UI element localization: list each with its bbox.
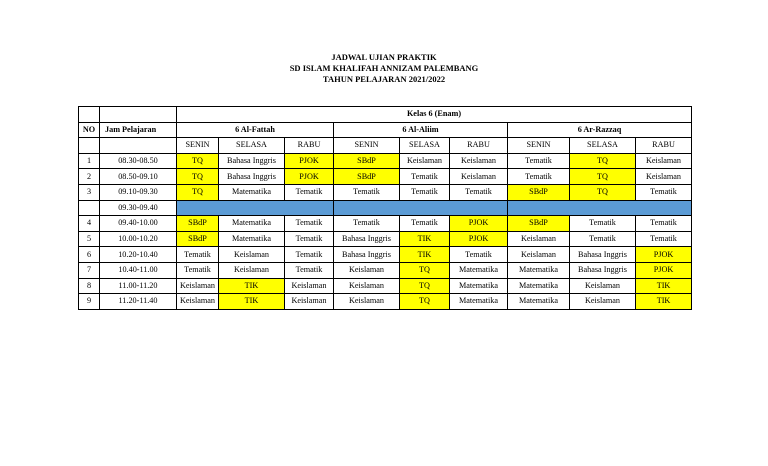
- subject-cell: Tematik: [400, 216, 450, 232]
- break-row: [79, 200, 692, 216]
- subject-cell: PJOK: [285, 153, 334, 169]
- empty-cell: [79, 200, 100, 216]
- table-row: [79, 247, 692, 263]
- row-number: 1: [79, 153, 100, 169]
- subject-cell: TQ: [177, 169, 219, 185]
- subject-cell: Matematika: [508, 262, 570, 278]
- subject-cell: Keislaman: [636, 153, 692, 169]
- subject-cell: SBdP: [334, 169, 400, 185]
- subject-cell: TQ: [570, 153, 636, 169]
- time-slot: 10.20-10.40: [100, 247, 177, 263]
- subject-cell: TQ: [177, 184, 219, 200]
- row-number: 2: [79, 169, 100, 185]
- subject-cell: Tematik: [636, 184, 692, 200]
- break-fill: [334, 200, 508, 216]
- subject-cell: PJOK: [636, 247, 692, 263]
- break-fill: [508, 200, 692, 216]
- time-slot: 10.40-11.00: [100, 262, 177, 278]
- day-header-row: [79, 138, 692, 154]
- subject-cell: Bahasa Inggris: [219, 153, 285, 169]
- subject-cell: TQ: [400, 262, 450, 278]
- subject-cell: Tematik: [450, 247, 508, 263]
- subject-cell: Tematik: [177, 247, 219, 263]
- subject-cell: Tematik: [570, 216, 636, 232]
- subject-cell: Tematik: [508, 153, 570, 169]
- subject-cell: TIK: [400, 231, 450, 247]
- class-header-row: [79, 122, 692, 138]
- grade-header-row: [79, 107, 692, 123]
- subject-cell: Tematik: [285, 262, 334, 278]
- day-header: SELASA: [219, 138, 285, 154]
- time-header: Jam Pelajaran: [100, 122, 177, 138]
- subject-cell: Keislaman: [219, 262, 285, 278]
- subject-cell: PJOK: [636, 262, 692, 278]
- row-number: 7: [79, 262, 100, 278]
- document-title: JADWAL UJIAN PRAKTIK: [331, 52, 437, 62]
- subject-cell: Keislaman: [570, 278, 636, 294]
- subject-cell: Bahasa Inggris: [219, 169, 285, 185]
- break-fill: [177, 200, 334, 216]
- time-slot: 10.00-10.20: [100, 231, 177, 247]
- day-header: SENIN: [177, 138, 219, 154]
- subject-cell: Tematik: [450, 184, 508, 200]
- subject-cell: Keislaman: [400, 153, 450, 169]
- no-header: NO: [79, 122, 100, 138]
- row-number: 5: [79, 231, 100, 247]
- break-time: 09.30-09.40: [100, 200, 177, 216]
- subject-cell: Matematika: [508, 294, 570, 310]
- time-slot: 09.40-10.00: [100, 216, 177, 232]
- subject-cell: Matematika: [219, 216, 285, 232]
- row-number: 3: [79, 184, 100, 200]
- subject-cell: Tematik: [400, 169, 450, 185]
- subject-cell: Keislaman: [334, 278, 400, 294]
- time-slot: 09.10-09.30: [100, 184, 177, 200]
- class-header: 6 Ar-Razzaq: [508, 122, 692, 138]
- subject-cell: TQ: [570, 169, 636, 185]
- subject-cell: Matematika: [450, 278, 508, 294]
- subject-cell: Tematik: [334, 184, 400, 200]
- subject-cell: Matematika: [508, 278, 570, 294]
- subject-cell: TQ: [570, 184, 636, 200]
- subject-cell: SBdP: [508, 216, 570, 232]
- table-row: [79, 169, 692, 185]
- subject-cell: Keislaman: [285, 278, 334, 294]
- subject-cell: Keislaman: [334, 262, 400, 278]
- subject-cell: Bahasa Inggris: [334, 231, 400, 247]
- day-header: RABU: [450, 138, 508, 154]
- day-header: RABU: [285, 138, 334, 154]
- subject-cell: SBdP: [177, 231, 219, 247]
- subject-cell: TQ: [400, 278, 450, 294]
- subject-cell: Tematik: [400, 184, 450, 200]
- subject-cell: Bahasa Inggris: [570, 262, 636, 278]
- time-slot: 11.20-11.40: [100, 294, 177, 310]
- subject-cell: Keislaman: [177, 278, 219, 294]
- subject-cell: Tematik: [285, 184, 334, 200]
- empty-cell: [79, 138, 100, 154]
- subject-cell: SBdP: [334, 153, 400, 169]
- grade-label: Kelas 6 (Enam): [177, 107, 692, 123]
- subject-cell: Tematik: [570, 231, 636, 247]
- class-header: 6 Al-Aliim: [334, 122, 508, 138]
- table-row: [79, 278, 692, 294]
- subject-cell: Keislaman: [636, 169, 692, 185]
- day-header: SENIN: [334, 138, 400, 154]
- row-number: 8: [79, 278, 100, 294]
- academic-year: TAHUN PELAJARAN 2021/2022: [322, 74, 446, 84]
- subject-cell: Tematik: [334, 216, 400, 232]
- subject-cell: Tematik: [285, 247, 334, 263]
- school-name: SD ISLAM KHALIFAH ANNIZAM PALEMBANG: [289, 63, 479, 73]
- subject-cell: Keislaman: [334, 294, 400, 310]
- table-row: [79, 184, 692, 200]
- subject-cell: Bahasa Inggris: [570, 247, 636, 263]
- subject-cell: Keislaman: [570, 294, 636, 310]
- subject-cell: Keislaman: [508, 247, 570, 263]
- table-row: [79, 231, 692, 247]
- table-row: [79, 294, 692, 310]
- row-number: 4: [79, 216, 100, 232]
- subject-cell: Tematik: [285, 231, 334, 247]
- table-row: [79, 216, 692, 232]
- subject-cell: Keislaman: [285, 294, 334, 310]
- day-header: SELASA: [400, 138, 450, 154]
- day-header: SELASA: [570, 138, 636, 154]
- subject-cell: Keislaman: [450, 169, 508, 185]
- time-slot: 08.50-09.10: [100, 169, 177, 185]
- subject-cell: SBdP: [177, 216, 219, 232]
- subject-cell: Keislaman: [219, 247, 285, 263]
- subject-cell: PJOK: [285, 169, 334, 185]
- subject-cell: Tematik: [636, 216, 692, 232]
- subject-cell: TIK: [400, 247, 450, 263]
- table-row: [79, 262, 692, 278]
- subject-cell: TIK: [636, 278, 692, 294]
- time-slot: 08.30-08.50: [100, 153, 177, 169]
- subject-cell: Matematika: [219, 184, 285, 200]
- subject-cell: PJOK: [450, 216, 508, 232]
- subject-cell: Matematika: [219, 231, 285, 247]
- subject-cell: Matematika: [450, 294, 508, 310]
- subject-cell: SBdP: [508, 184, 570, 200]
- row-number: 9: [79, 294, 100, 310]
- time-slot: 11.00-11.20: [100, 278, 177, 294]
- empty-cell: [100, 138, 177, 154]
- subject-cell: PJOK: [450, 231, 508, 247]
- class-header: 6 Al-Fattah: [177, 122, 334, 138]
- subject-cell: Tematik: [508, 169, 570, 185]
- subject-cell: TQ: [177, 153, 219, 169]
- row-number: 6: [79, 247, 100, 263]
- subject-cell: Bahasa Inggris: [334, 247, 400, 263]
- subject-cell: Keislaman: [177, 294, 219, 310]
- day-header: SENIN: [508, 138, 570, 154]
- subject-cell: Keislaman: [450, 153, 508, 169]
- subject-cell: TIK: [219, 294, 285, 310]
- exam-schedule-table: [78, 106, 692, 310]
- subject-cell: Tematik: [177, 262, 219, 278]
- subject-cell: Matematika: [450, 262, 508, 278]
- subject-cell: Keislaman: [508, 231, 570, 247]
- subject-cell: Tematik: [285, 216, 334, 232]
- table-row: [79, 153, 692, 169]
- subject-cell: TIK: [219, 278, 285, 294]
- day-header: RABU: [636, 138, 692, 154]
- subject-cell: Tematik: [636, 231, 692, 247]
- subject-cell: TIK: [636, 294, 692, 310]
- subject-cell: TQ: [400, 294, 450, 310]
